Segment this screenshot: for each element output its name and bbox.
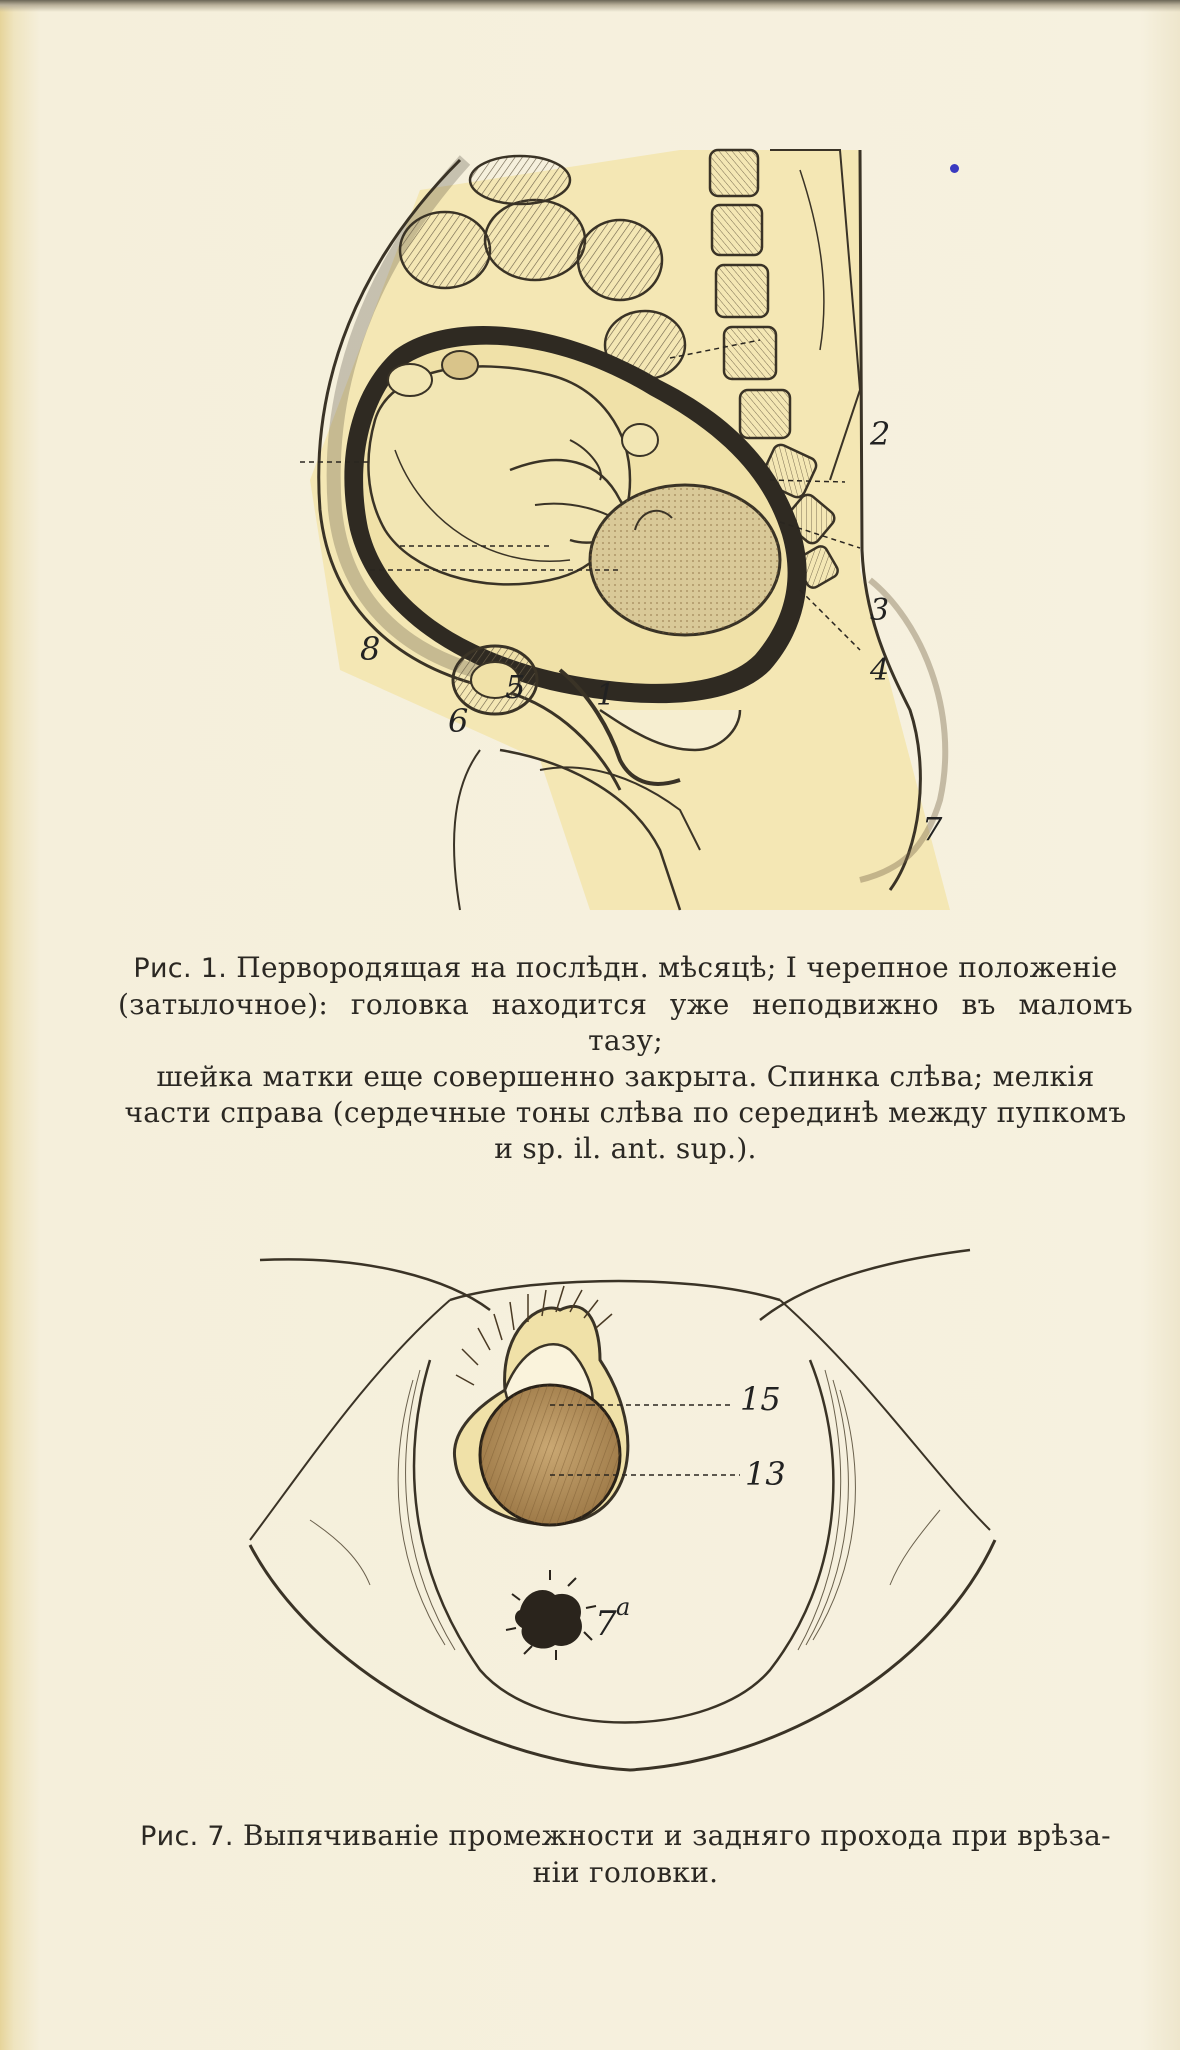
- label-4: 4: [870, 653, 890, 688]
- label-13: 13: [745, 1455, 786, 1493]
- left-thigh-line: [260, 1259, 490, 1310]
- figure-1-number: Рис. 1.: [133, 953, 228, 984]
- label-15: 15: [740, 1380, 781, 1418]
- figure-1-sagittal-section: [300, 150, 943, 910]
- figure-7-perineum: [250, 1240, 1010, 1800]
- label-5: 5: [505, 668, 526, 706]
- label-8: 8: [360, 630, 381, 668]
- label-1: 1: [596, 678, 616, 713]
- caption-1-line-2: (затылочное): головка находится уже неподвижно въ маломъ тазу;: [118, 988, 1133, 1057]
- label-6: 6: [448, 702, 469, 740]
- caption-1-line-3: шейка матки еще совершенно закрыта. Спинка слѣва; мелкія: [156, 1060, 1095, 1093]
- caption-7-line-1: Выпячиваніе промежности и задняго прохода при врѣза-: [243, 1819, 1111, 1852]
- fetus-foot: [388, 364, 432, 396]
- figure-7-number: Рис. 7.: [140, 1821, 234, 1852]
- caption-1-line-1: Первородящая на послѣдн. мѣсяцѣ; I черепное положеніе: [236, 951, 1118, 984]
- label-2: 2: [870, 415, 891, 453]
- caption-7-line-2: ніи головки.: [532, 1856, 719, 1889]
- label-7a-superscript: a: [616, 1593, 631, 1621]
- caption-1-line-4: части справа (сердечные тоны слѣва по серединѣ между пупкомъ: [124, 1096, 1127, 1129]
- label-7: 7: [922, 810, 943, 848]
- figure-1-illustration: [300, 150, 943, 910]
- label-7a: 7: [595, 1604, 617, 1644]
- page-top-edge: [0, 0, 1180, 12]
- buttocks-contour: [250, 1540, 995, 1770]
- figure-7-illustration: [250, 1240, 1010, 1800]
- anus: [506, 1570, 596, 1660]
- caption-1-line-5: и sp. il. ant. sup.).: [494, 1132, 757, 1165]
- figure-1-caption: [118, 950, 1133, 1167]
- label-3: 3: [870, 593, 890, 628]
- ink-speck: [950, 164, 959, 173]
- figure-7-caption: [118, 1818, 1133, 1891]
